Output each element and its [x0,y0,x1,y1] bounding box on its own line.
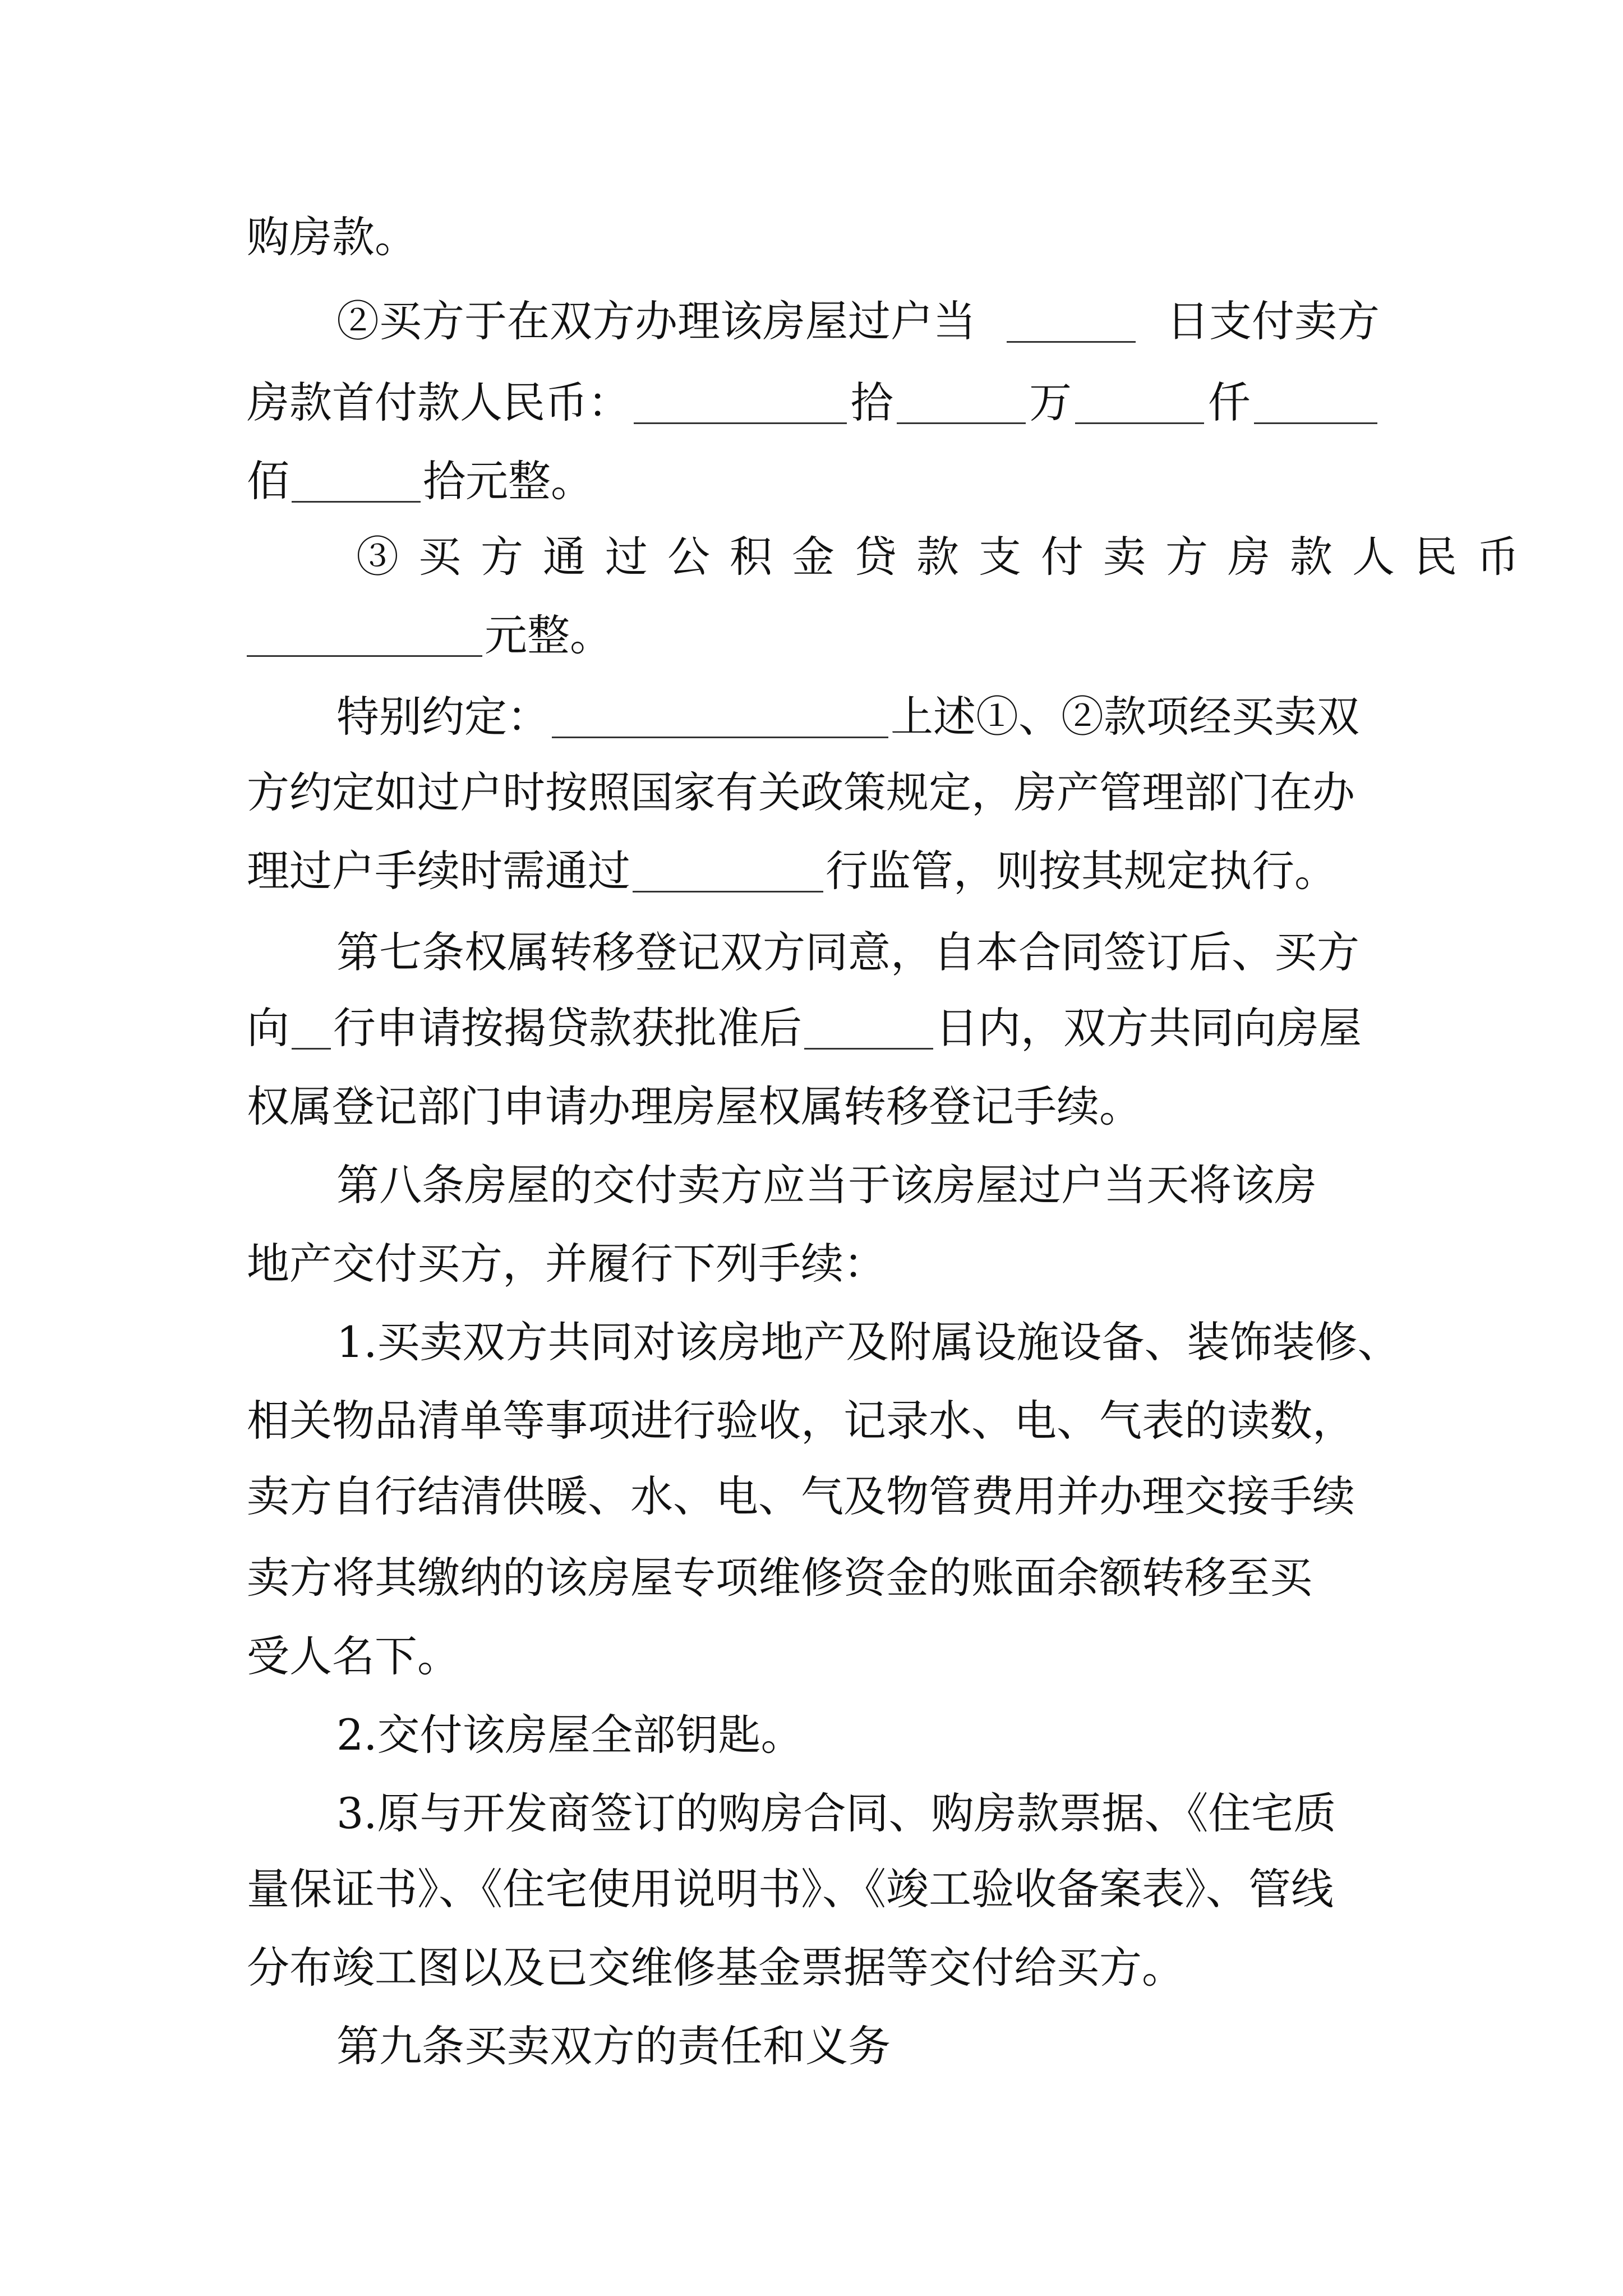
line-text: 房款首付款人民币： [247,378,630,427]
line-text: 购房款。 [247,212,417,262]
line-text: 元整。 [485,610,612,660]
fill-blank [897,382,1026,424]
text-line [247,1082,1142,1131]
line-text: 行监管，则按其规定执行。 [826,846,1337,896]
line-text: 仟 [1207,378,1251,427]
line-text: 方约定如过户时按照国家有关政策规定，房产管理部门在办 [247,767,1355,817]
line-text: 上述①、②款项经买卖双 [891,692,1359,742]
line-text: 2.交付该房屋全部钥匙。 [336,1710,804,1760]
text-line [247,846,1337,896]
line-text: 第九条买卖双方的责任和义务 [336,2021,891,2071]
text-line [247,767,1355,817]
line-text: 分布竣工图以及已交维修基金票据等交付给买方。 [247,1943,1184,1993]
line-text: 拾 [850,378,893,427]
line-text: 万 [1029,378,1072,427]
line-text: ③买方通过公积金贷款支付卖方房款人民币 [356,532,1539,582]
text-line [247,1553,1312,1603]
line-text: 权属登记部门申请办理房屋权属转移登记手续。 [247,1082,1142,1131]
text-line [247,610,612,660]
line-text: 拾元整。 [423,456,593,506]
text-line [336,692,1359,742]
fill-blank [633,850,823,892]
fill-blank [1075,382,1204,424]
line-text: 理过户手续时需通过 [247,846,630,896]
fill-blank [634,382,847,424]
text-line [247,456,593,506]
text-line [247,1239,886,1289]
line-text: 受人名下。 [247,1631,460,1681]
text-line [356,532,1539,582]
line-text: ②买方于在双方办理该房屋过户当 [336,296,976,346]
text-line [247,378,1380,427]
line-text: 第七条权属转移登记双方同意，自本合同签订后、买方 [336,927,1359,977]
text-line [247,1396,1355,1446]
line-text: 向 [247,1003,289,1053]
line-text: 量保证书》、《住宅使用说明书》、《竣工验收备案表》、管线 [247,1864,1334,1914]
fill-blank [247,615,482,657]
line-text: 行申请按揭贷款获批准后 [333,1003,802,1053]
fill-blank [1254,382,1377,424]
line-text: 特别约定： [336,692,550,742]
text-line [247,1864,1334,1914]
text-line [336,1788,1336,1838]
line-text: 第八条房屋的交付卖方应当于该房屋过户当天将该房 [336,1160,1317,1210]
line-text: 卖方自行结清供暖、水、电、气及物管费用并办理交接手续 [247,1471,1355,1521]
text-line [336,1317,1400,1367]
line-text: 日支付卖方 [1166,296,1380,346]
line-text: 卖方将其缴纳的该房屋专项维修资金的账面余额转移至买 [247,1553,1312,1603]
text-line [247,1631,460,1681]
fill-blank [1007,301,1136,343]
line-text: 地产交付买方，并履行下列手续： [247,1239,886,1289]
text-line [247,1471,1355,1521]
line-text: 1.买卖双方共同对该房地产及附属设施设备、装饰装修、 [336,1317,1400,1367]
line-text: 相关物品清单等事项进行验收，记录水、电、气表的读数， [247,1396,1355,1446]
fill-blank [552,696,888,738]
line-text: 日内，双方共同向房屋 [935,1003,1362,1053]
text-line [247,1003,1362,1053]
fill-blank [804,1007,933,1050]
line-text: 3.原与开发商签订的购房合同、购房款票据、《住宅质 [336,1788,1336,1838]
line-text: 佰 [247,456,289,506]
text-line [336,2021,891,2071]
text-line [247,296,1380,346]
text-line [336,1710,804,1760]
text-line [336,927,1359,977]
text-line [247,212,417,262]
text-line [247,1943,1184,1993]
text-line [336,1160,1317,1210]
fill-blank [292,461,421,503]
fill-blank [292,1007,331,1050]
